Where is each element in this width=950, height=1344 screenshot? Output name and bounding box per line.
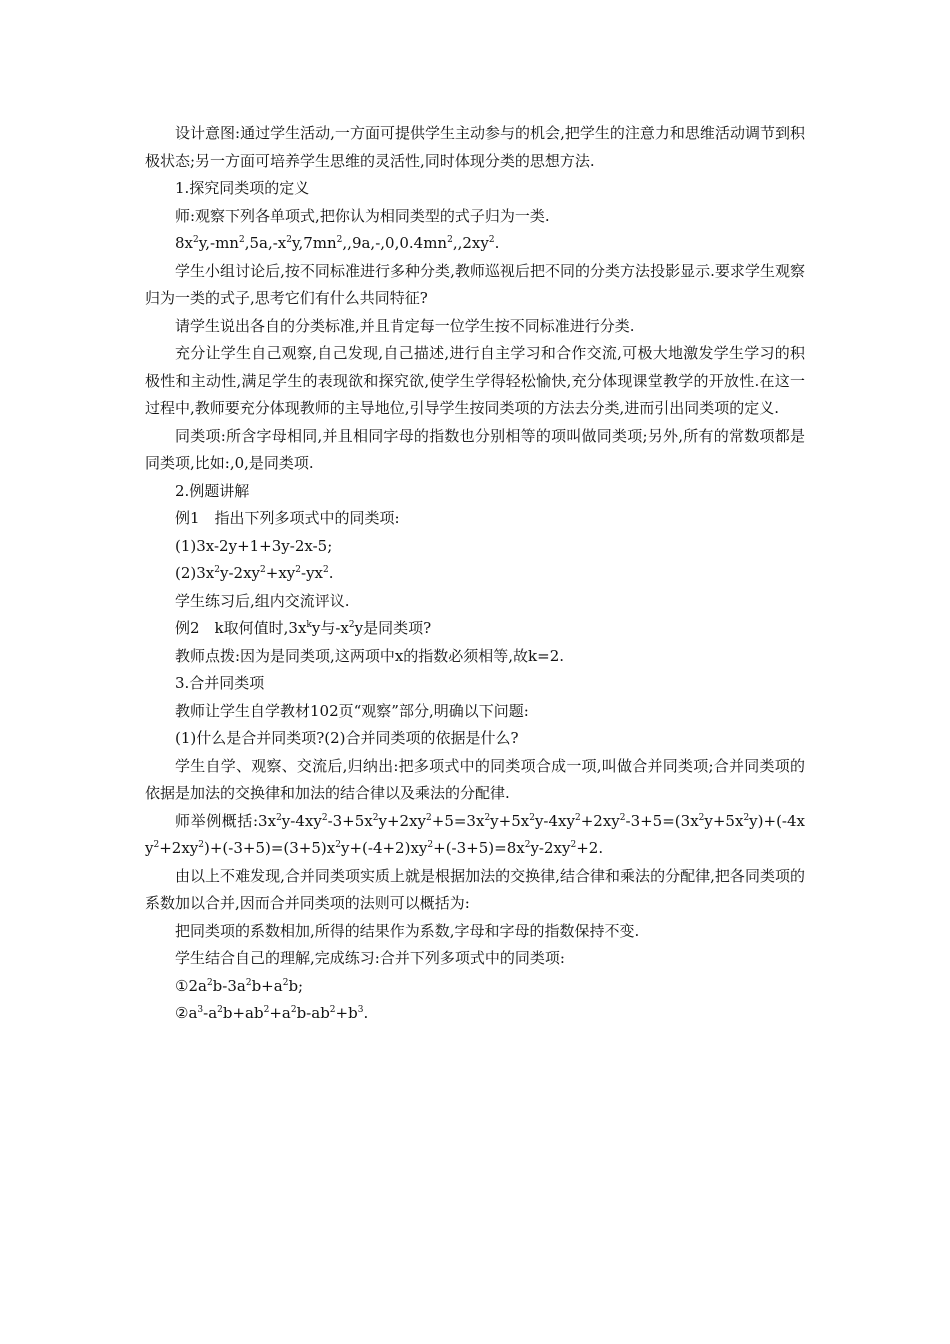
section-3-heading: 3.合并同类项 — [175, 674, 265, 692]
self-study: 教师让学生自学教材102页“观察”部分,明确以下问题: — [175, 701, 529, 720]
induction: 学生自学、观察、交流后,归纳出:把多项式中的同类项合成一项,叫做合并同类项;合并同类项的依据是加法的交换律和加法的结合律以及乘法的分配律. — [145, 756, 805, 802]
classification-standard: 请学生说出各自的分类标准,并且肯定每一位学生按不同标准进行分类. — [175, 316, 635, 335]
design-intent: 设计意图:通过学生活动,一方面可提供学生主动参与的机会,把学生的注意力和思维活动调节到积极状态;另一方面可培养学生思维的灵活性,同时体现分类的思想方法. — [145, 124, 805, 170]
questions: (1)什么是合并同类项?(2)合并同类项的依据是什么? — [175, 729, 519, 747]
document-body — [145, 120, 805, 1028]
practice-2: $②a^3-a^2b+ab^2+a^2b-ab^2+b^3$. — [175, 1004, 369, 1022]
group-evaluation: 学生练习后,组内交流评议. — [175, 591, 350, 610]
example-2: 例2 k取何值时$,3x^ky$与$-x^2y$是同类项? — [175, 619, 432, 637]
group-discussion: 学生小组讨论后,按不同标准进行多种分类,教师巡视后把不同的分类方法投影显示.要求学生观察归为一类的式子,思考它们有什么共同特征? — [145, 261, 805, 307]
self-observation: 充分让学生自己观察,自己发现,自己描述,进行自主学习和合作交流,可极大地激发学生学习的积极性和主动性,满足学生的表现欲和探究欲,使学生学得轻松愉快,充分体现课堂教学的开放性.在这一过程中,教师要充分体现教师的主导地位,引导学生按同类项的方法去分类,进而引出同类项的定义. — [145, 344, 805, 417]
practice-1: $①2a^2b-3a^2b+a^2b$; — [175, 976, 304, 995]
teacher-hint: 教师点拨:因为是同类项,这两项中x的指数必须相等,故k=2. — [175, 646, 565, 665]
conclusion: 由以上不难发现,合并同类项实质上就是根据加法的交换律,结合律和乘法的分配律,把各同类项的系数加以合并,因而合并同类项的法则可以概括为: — [145, 866, 805, 912]
section-1-heading: 1.探究同类项的定义 — [175, 179, 310, 197]
example-1-part-1: (1)3x-2y+1+3y-2x-5; — [175, 536, 333, 555]
example-1-part-2: $(2)3x^2y-2xy^2+xy^2-yx^2$. — [175, 564, 334, 582]
teacher-observe: 师:观察下列各单项式,把你认为相同类型的式子归为一类. — [175, 206, 550, 225]
practice-intro: 学生结合自己的理解,完成练习:合并下列多项式中的同类项: — [175, 949, 565, 967]
rule: 把同类项的系数相加,所得的结果作为系数,字母和字母的指数保持不变. — [175, 921, 640, 940]
teacher-example: 师举例概括$:3x^2y-4xy^2-3+5x^2y+2xy^2+5=3x^2y+5x^2y-4xy^2+2xy^2-3+5=(3x^2y+5x^2y)+(-4xy^2+2xy^2)+(-3+5)=(3+5)x^2y+(-4+2)xy^2+(-3+5)=8x^2y-2xy^2+2$. — [145, 811, 805, 857]
like-terms-definition: 同类项:所含字母相同,并且相同字母的指数也分别相等的项叫做同类项;另外,所有的常数项都是同类项,比如:,0,是同类项. — [145, 426, 805, 472]
section-2-heading: 2.例题讲解 — [175, 481, 250, 500]
monomial-list: $8x^2y,-mn^2,5a,-x^2y,7mn^2,,9a,-,0,0.4mn^2,,2xy^2$. — [175, 234, 500, 252]
example-1: 例1 指出下列多项式中的同类项: — [175, 509, 400, 527]
